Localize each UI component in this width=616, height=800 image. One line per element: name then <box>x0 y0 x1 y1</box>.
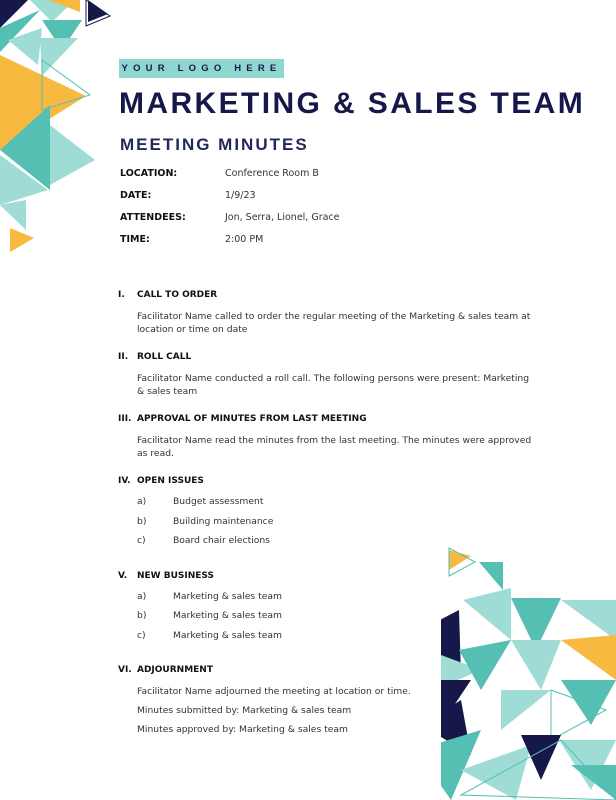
detail-value: 1/9/23 <box>225 190 256 201</box>
section-heading <box>118 290 538 304</box>
list-item <box>137 535 538 555</box>
section-number: VI. <box>118 665 132 675</box>
section-title: APPROVAL OF MINUTES FROM LAST MEETING <box>137 414 367 424</box>
section-heading <box>118 571 538 585</box>
section-paragraph: Facilitator Name adjourned the meeting at location or time. <box>137 686 411 697</box>
detail-value: Conference Room B <box>225 168 319 179</box>
section-number: II. <box>118 352 129 362</box>
minutes-sections <box>118 290 538 752</box>
section-title: ADJOURNMENT <box>137 665 213 675</box>
section-body <box>137 310 538 336</box>
section-number: V. <box>118 570 128 581</box>
list-item-text: Board chair elections <box>173 535 270 546</box>
list-item-letter: c) <box>137 629 146 641</box>
section-paragraph: Minutes approved by: Marketing & sales team <box>137 724 348 735</box>
list-item <box>137 516 538 536</box>
section-call-to-order <box>118 290 538 336</box>
section-list <box>137 496 538 555</box>
section-roll-call <box>118 352 538 398</box>
section-title: NEW BUSINESS <box>137 570 214 581</box>
detail-value: 2:00 PM <box>225 234 264 245</box>
list-item <box>137 630 538 650</box>
section-title: CALL TO ORDER <box>137 290 218 300</box>
section-number: I. <box>118 290 125 300</box>
list-item-letter: c) <box>137 535 146 546</box>
detail-label: TIME: <box>120 234 150 245</box>
section-open-issues <box>118 476 538 555</box>
detail-label: LOCATION: <box>120 168 178 179</box>
list-item-text: Budget assessment <box>173 496 264 507</box>
section-heading <box>118 665 538 679</box>
section-heading <box>118 352 538 366</box>
list-item <box>137 591 538 611</box>
section-paragraph: Facilitator Name called to order the regular meeting of the Marketing & sales team at location or time on date <box>137 311 531 335</box>
detail-label: DATE: <box>120 190 152 201</box>
section-title: ROLL CALL <box>137 352 192 362</box>
list-item <box>137 496 538 516</box>
section-list <box>137 591 538 650</box>
section-approval-of-minutes <box>118 414 538 460</box>
list-item-text: Building maintenance <box>173 515 274 527</box>
section-number: IV. <box>118 476 131 486</box>
list-item-letter: b) <box>137 610 147 621</box>
section-heading <box>118 414 538 428</box>
section-paragraph: Facilitator Name conducted a roll call. The following persons were present: Marketing & sales team <box>137 373 530 397</box>
list-item-text: Marketing & sales team <box>173 610 282 621</box>
section-new-business <box>118 571 538 650</box>
logo-placeholder: YOUR LOGO HERE <box>119 59 284 78</box>
section-adjournment <box>118 665 538 736</box>
list-item-letter: a) <box>137 590 147 602</box>
section-body <box>137 372 538 398</box>
section-number: III. <box>118 414 132 424</box>
list-item-letter: b) <box>137 515 147 527</box>
section-title: OPEN ISSUES <box>137 476 204 486</box>
detail-value: Jon, Serra, Lionel, Grace <box>225 212 340 223</box>
section-paragraph: Facilitator Name read the minutes from the last meeting. The minutes were approved as read. <box>137 435 532 459</box>
section-paragraph: Minutes submitted by: Marketing & sales team <box>137 705 352 716</box>
section-body <box>137 434 538 460</box>
section-heading <box>118 476 538 490</box>
list-item-text: Marketing & sales team <box>173 590 282 602</box>
detail-label: ATTENDEES: <box>120 212 186 223</box>
list-item <box>137 610 538 630</box>
section-body <box>137 685 538 736</box>
page-subtitle: MEETING MINUTES <box>120 135 309 154</box>
list-item-text: Marketing & sales team <box>173 629 282 641</box>
list-item-letter: a) <box>137 496 147 507</box>
page-title: MARKETING & SALES TEAM <box>119 87 586 120</box>
decorative-triangles-top-left <box>0 0 125 260</box>
